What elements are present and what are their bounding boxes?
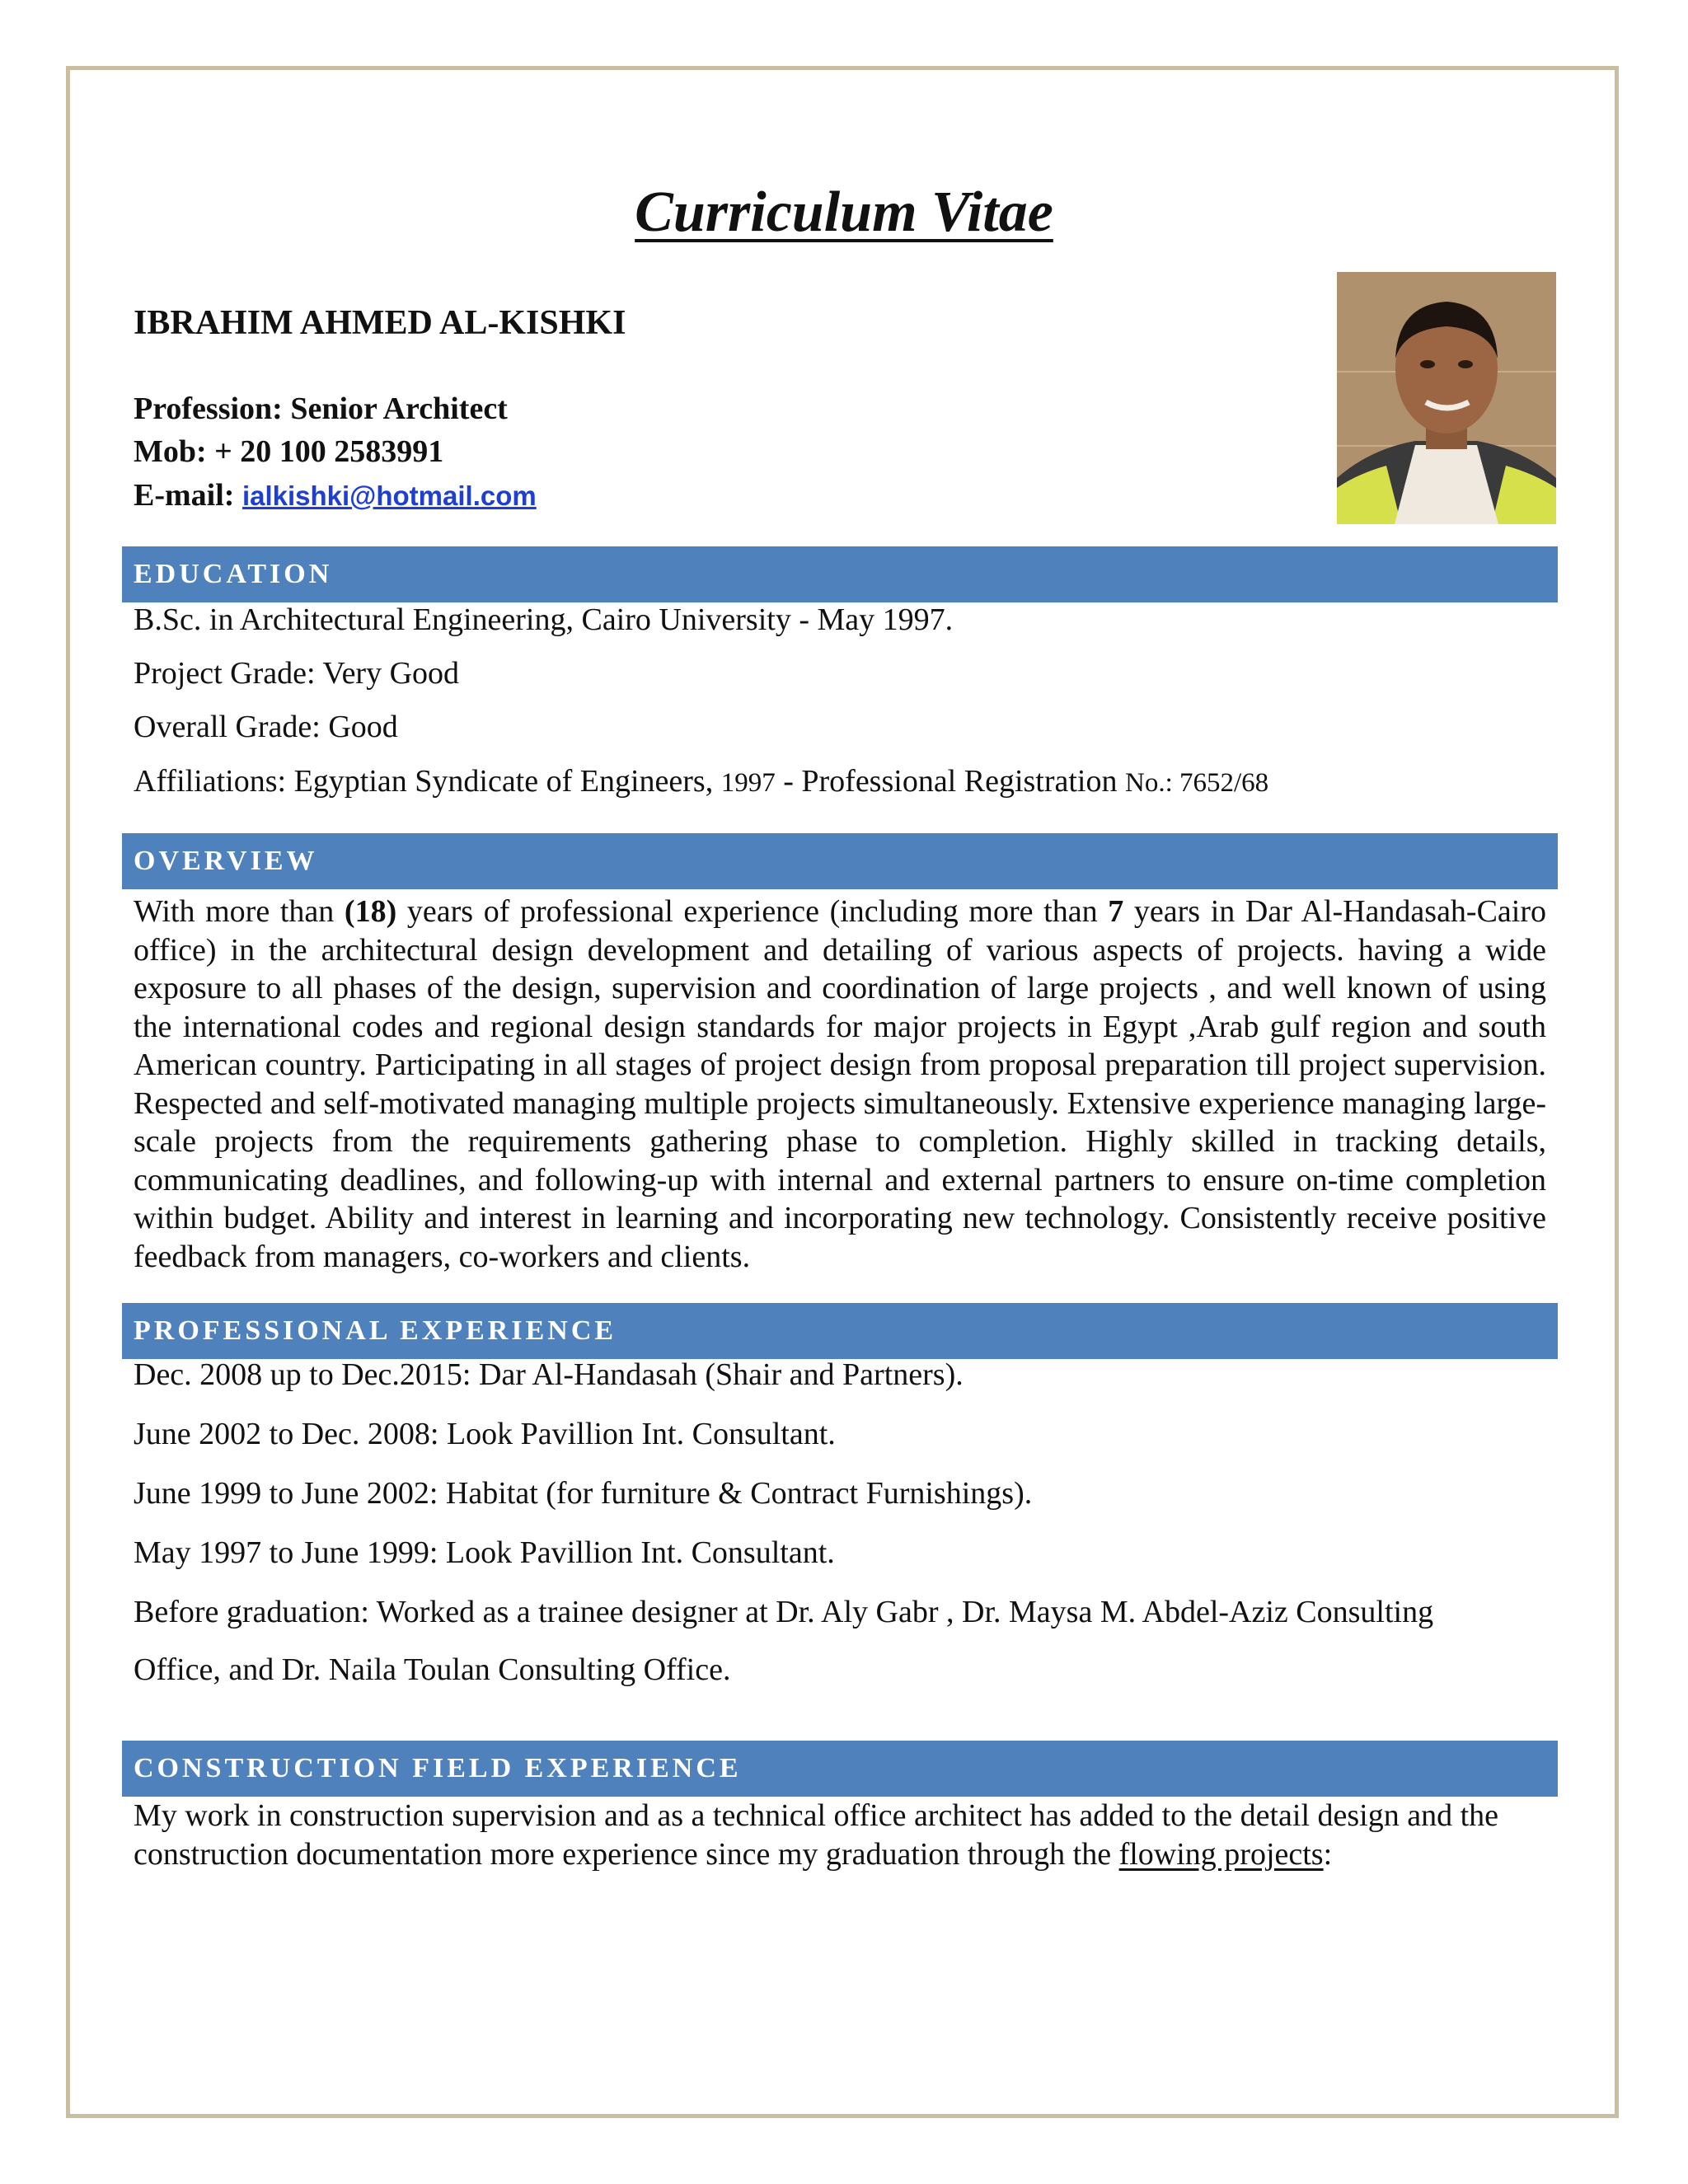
profession-value: Senior Architect	[290, 391, 508, 426]
education-degree: B.Sc. in Architectural Engineering, Cairo University - May 1997.	[134, 602, 954, 637]
overview-years-total: (18)	[344, 894, 397, 929]
affiliations-number: No.: 7652/68	[1125, 768, 1269, 798]
construction-colon: :	[1323, 1836, 1333, 1872]
email-link[interactable]: ialkishki@hotmail.com	[241, 480, 537, 511]
experience-heading: PROFESSIONAL EXPERIENCE	[122, 1303, 1558, 1359]
mobile-value: + 20 100 2583991	[214, 434, 444, 469]
overview-text-start: With more than	[134, 894, 335, 929]
construction-heading: CONSTRUCTION FIELD EXPERIENCE	[122, 1741, 1558, 1797]
overview-heading: OVERVIEW	[122, 833, 1558, 889]
education-affiliations	[134, 763, 1268, 799]
affiliations-registration: - Professional Registration	[783, 764, 1118, 799]
experience-item: Dec. 2008 up to Dec.2015: Dar Al-Handasah (Shair and Partners).	[134, 1357, 964, 1392]
profession-line	[134, 391, 508, 427]
education-heading: EDUCATION	[122, 546, 1558, 602]
experience-item: May 1997 to June 1999: Look Pavillion Int. Consultant.	[134, 1535, 835, 1570]
experience-item: Office, and Dr. Naila Toulan Consulting Office.	[134, 1652, 731, 1687]
mobile-label: Mob:	[134, 434, 207, 469]
experience-item: June 1999 to June 2002: Habitat (for furniture & Contract Furnishings).	[134, 1476, 1033, 1511]
overview-paragraph	[134, 893, 1546, 1276]
construction-text: My work in construction supervision and as a technical office architect has added to the detail design and the construction documentation more experience since my graduation through the	[134, 1798, 1499, 1872]
affiliations-year: 1997	[720, 768, 776, 798]
overview-text-rest: years in Dar Al-Handasah-Cairo office) in the architectural design development and detailing of various aspects of projects. having a wide exposure to all phases of the design, supervision and coordination of large projects , and well known of using the international codes and regional design standards for major projects in Egypt ,Arab gulf region and south American country. Participating in all stages of project design from proposal preparation till project supervision. Respected and self-motivated managing multiple projects simultaneously. Extensive experience managing large-scale projects from the requirements gathering phase to completion. Highly skilled in tracking details, communicating deadlines, and following-up with internal and external partners to ensure on-time completion within budget. Ability and interest in learning and incorporating new technology. Consistently receive positive feedback from managers, co-workers and clients.	[134, 894, 1547, 1274]
email-line	[134, 477, 537, 513]
experience-item: Before graduation: Worked as a trainee designer at Dr. Aly Gabr , Dr. Maysa M. Abdel-Aziz Consulting	[134, 1595, 1434, 1629]
email-label: E-mail:	[134, 478, 235, 513]
cv-title: Curriculum Vitae	[635, 180, 1053, 244]
profession-label: Profession:	[134, 391, 283, 426]
education-overall-grade: Overall Grade: Good	[134, 710, 398, 744]
experience-item: June 2002 to Dec. 2008: Look Pavillion Int. Consultant.	[134, 1417, 836, 1451]
education-project-grade: Project Grade: Very Good	[134, 656, 460, 691]
mobile-line	[134, 434, 443, 470]
overview-years-dar: 7	[1108, 894, 1124, 929]
construction-paragraph	[134, 1797, 1546, 1873]
affiliations-text: Affiliations: Egyptian Syndicate of Engineers,	[134, 764, 714, 799]
candidate-name: IBRAHIM AHMED AL-KISHKI	[134, 304, 626, 342]
profile-photo	[1337, 272, 1556, 524]
flowing-projects-link: flowing projects	[1118, 1836, 1324, 1872]
overview-text-middle: years of professional experience (including more than	[406, 894, 1098, 929]
